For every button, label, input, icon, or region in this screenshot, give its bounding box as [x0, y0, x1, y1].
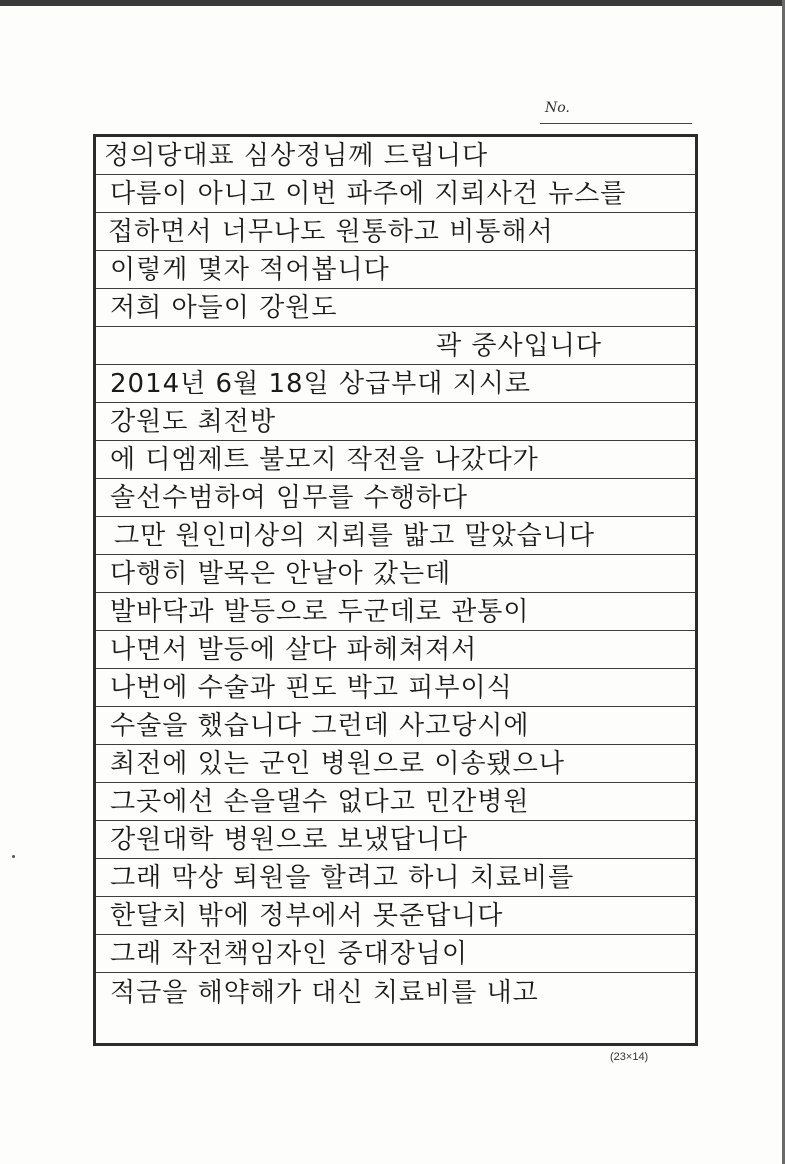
handwritten-text: 나번에 수술과 핀도 박고 피부이식: [110, 673, 513, 703]
handwritten-text: 2014년 6월 18일 상급부대 지시로: [110, 369, 532, 399]
handwritten-text: 발바닥과 발등으로 두군데로 관통이: [110, 597, 530, 627]
manuscript-line-14: [96, 631, 695, 669]
scan-speck: [12, 855, 15, 858]
manuscript-line-15: [96, 669, 695, 707]
handwritten-text: 이렇게 몇자 적어봅니다: [110, 255, 390, 285]
manuscript-line-9: [96, 441, 695, 479]
manuscript-line-3: [96, 213, 695, 251]
handwritten-text: 저희 아들이 강원도: [110, 293, 338, 323]
handwritten-text: 강원대학 병원으로 보냈답니다: [110, 825, 469, 855]
manuscript-line-22: [96, 935, 695, 973]
manuscript-line-6: [96, 327, 695, 365]
handwritten-text: 한달치 밖에 정부에서 못준답니다: [110, 901, 504, 931]
handwritten-text: 그만 원인미상의 지뢰를 밟고 말았습니다: [114, 521, 596, 551]
handwritten-text: 곽 중사입니다: [436, 331, 602, 361]
grid-size-label: (23×14): [610, 1051, 649, 1063]
handwritten-text: 최전에 있는 군인 병원으로 이송됐으나: [110, 749, 565, 779]
manuscript-line-13: [96, 593, 695, 631]
manuscript-line-1: [96, 137, 695, 175]
manuscript-line-21: [96, 897, 695, 935]
handwritten-text: 다행히 발목은 안날아 갔는데: [110, 559, 452, 589]
manuscript-line-10: [96, 479, 695, 517]
manuscript-line-19: [96, 821, 695, 859]
manuscript-line-4: [96, 251, 695, 289]
handwritten-text: 수술을 했습니다 그런데 사고당시에: [110, 711, 530, 741]
handwritten-text: 그곳에선 손을댈수 없다고 민간병원: [110, 787, 530, 817]
manuscript-line-8: [96, 403, 695, 441]
handwritten-text: 나면서 발등에 살다 파헤쳐져서: [110, 635, 478, 665]
manuscript-line-17: [96, 745, 695, 783]
manuscript-line-16: [96, 707, 695, 745]
handwritten-text: 솔선수범하여 임무를 수행하다: [110, 483, 469, 513]
manuscript-line-18: [96, 783, 695, 821]
handwritten-text: 에 디엠제트 불모지 작전을 나갔다가: [110, 445, 539, 475]
manuscript-line-2: [96, 175, 695, 213]
handwritten-text: 접하면서 너무나도 원통하고 비통해서: [108, 217, 554, 247]
manuscript-sheet: [93, 134, 698, 1046]
handwritten-text: 다름이 아니고 이번 파주에 지뢰사건 뉴스를: [110, 179, 627, 209]
page-number-label: No.: [545, 100, 570, 116]
handwritten-text: 그래 작전책임자인 중대장님이: [110, 939, 469, 969]
manuscript-line-7: [96, 365, 695, 403]
page-number-line: [540, 123, 692, 124]
handwritten-text: 그래 막상 퇴원을 할려고 하니 치료비를: [110, 863, 575, 893]
scan-top-edge: [0, 0, 785, 6]
manuscript-line-23: [96, 973, 695, 1011]
manuscript-line-5: [96, 289, 695, 327]
manuscript-line-20: [96, 859, 695, 897]
handwritten-text: 정의당대표 심상정님께 드립니다: [104, 141, 489, 171]
handwritten-text: 강원도 최전방: [110, 407, 276, 437]
manuscript-line-11: [96, 517, 695, 555]
manuscript-line-12: [96, 555, 695, 593]
handwritten-text: 적금을 해약해가 대신 치료비를 내고: [110, 978, 539, 1008]
